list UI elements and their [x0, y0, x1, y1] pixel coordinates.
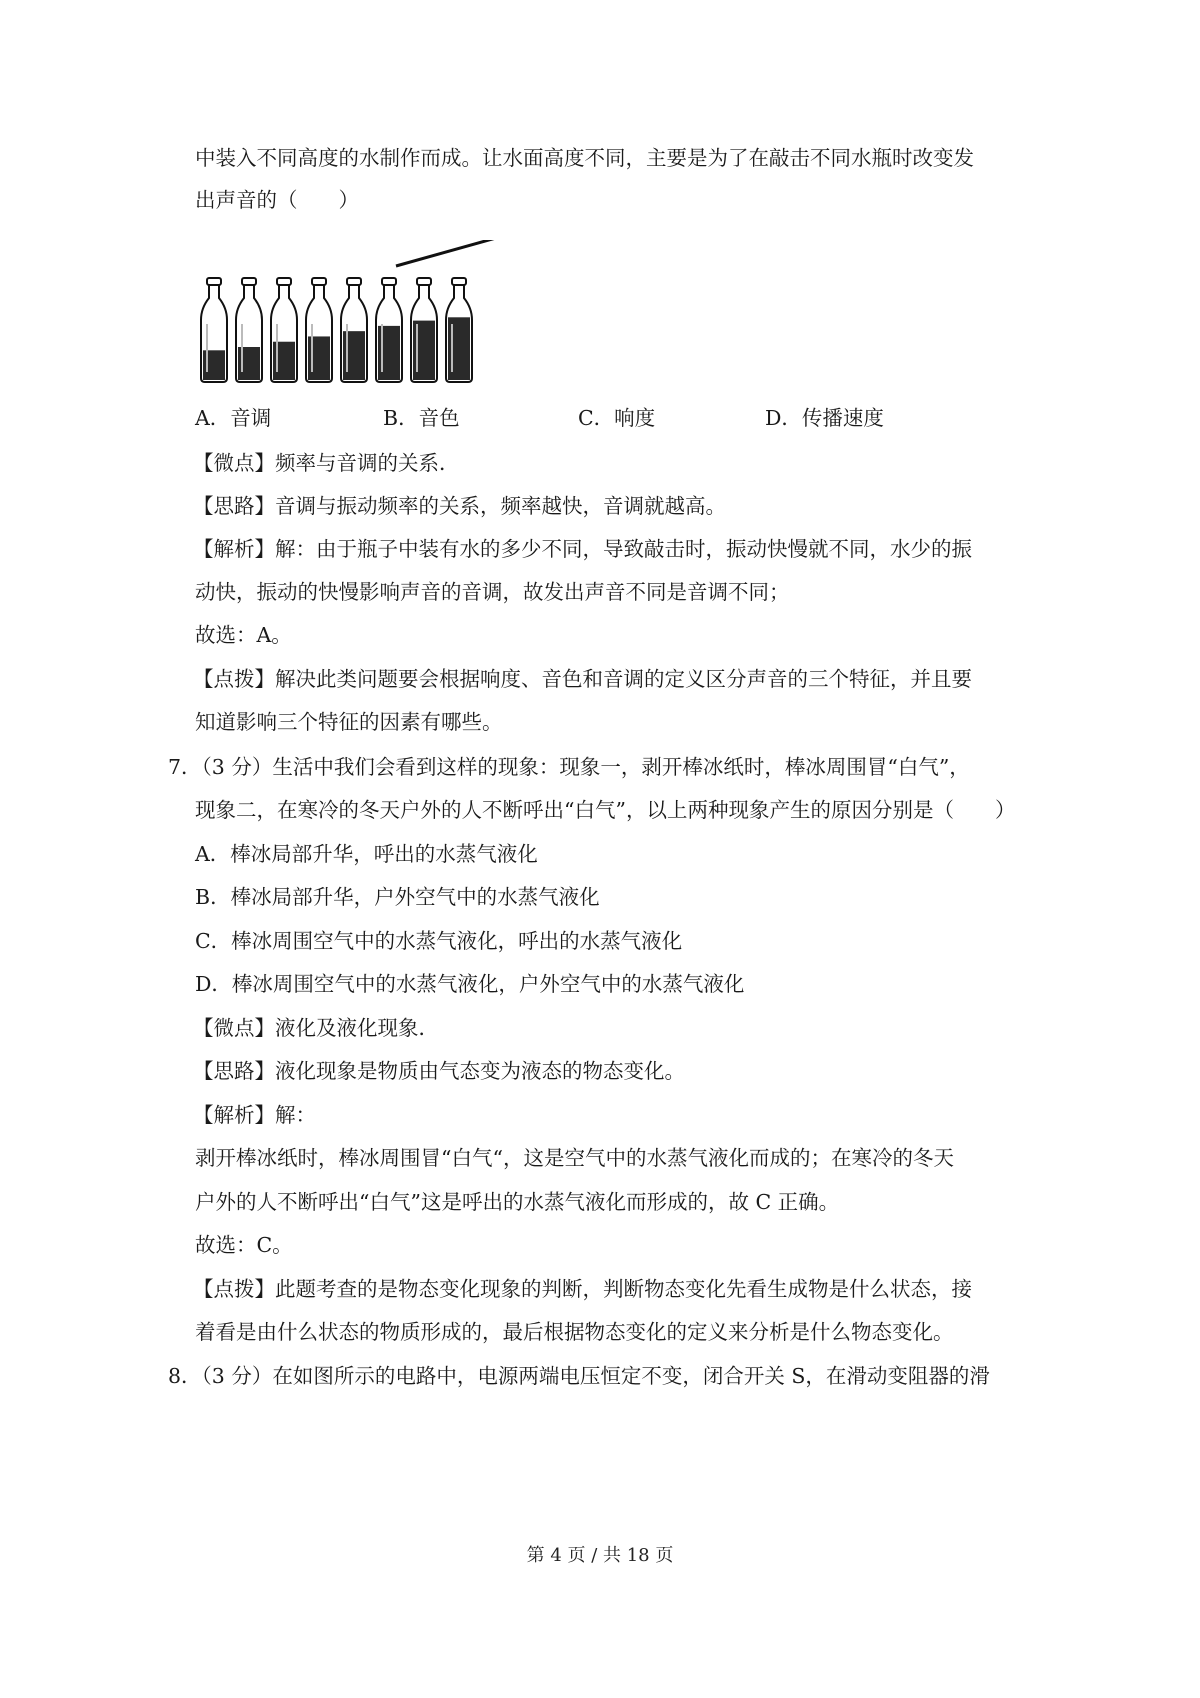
striking-stick	[396, 240, 496, 266]
bottle	[306, 278, 332, 382]
q6-tip-line2: 知道影响三个特征的因素有哪些。	[195, 710, 503, 734]
bottle-cap	[452, 278, 466, 285]
q7-stem-line2: 现象二，在寒冷的冬天户外的人不断呼出“白气”，以上两种现象产生的原因分别是（ ）	[195, 798, 1016, 822]
q6-stem-line2: 出声音的（ ）	[195, 188, 359, 212]
q7-analysis-head: 【解析】解：	[193, 1103, 316, 1127]
q6-option-b: B．音色	[383, 406, 460, 430]
bottle-cap	[382, 278, 396, 285]
q6-answer: 故选：A。	[195, 623, 292, 647]
bottle-cap	[417, 278, 431, 285]
bottle-cap	[277, 278, 291, 285]
q7-option-c: C．棒冰周围空气中的水蒸气液化，呼出的水蒸气液化	[195, 929, 683, 953]
q6-analysis-line2: 动快，振动的快慢影响声音的音调，故发出声音不同是音调不同；	[195, 580, 790, 604]
water-bottles-icon	[200, 240, 510, 390]
q7-option-b: B．棒冰局部升华，户外空气中的水蒸气液化	[195, 885, 600, 909]
bottle-cap	[347, 278, 361, 285]
bottle	[376, 278, 402, 382]
bottle	[411, 278, 437, 382]
bottle-cap	[242, 278, 256, 285]
q7-tip-line2: 着看是由什么状态的物质形成的，最后根据物态变化的定义来分析是什么物态变化。	[195, 1320, 954, 1344]
q7-analysis-line1: 剥开棒冰纸时，棒冰周围冒“白气“，这是空气中的水蒸气液化而成的；在寒冷的冬天	[195, 1146, 954, 1170]
q8-stem-line1: 8．（3 分）在如图所示的电路中，电源两端电压恒定不变，闭合开关 S，在滑动变阻器的滑	[168, 1364, 990, 1388]
q7-stem-line1: 7．（3 分）生活中我们会看到这样的现象：现象一，剥开棒冰纸时，棒冰周围冒“白气”，	[168, 755, 970, 779]
q7-option-d: D．棒冰周围空气中的水蒸气液化，户外空气中的水蒸气液化	[195, 972, 745, 996]
q7-idea: 【思路】液化现象是物质由气态变为液态的物态变化。	[193, 1059, 685, 1083]
bottle	[446, 278, 472, 382]
q6-option-c: C．响度	[578, 406, 656, 430]
bottle	[236, 278, 262, 382]
q6-option-d: D．传播速度	[765, 406, 884, 430]
bottle	[271, 278, 297, 382]
q6-analysis-line1: 【解析】解：由于瓶子中装有水的多少不同，导致敲击时，振动快慢就不同，水少的振	[193, 537, 972, 561]
q6-stem-line1: 中装入不同高度的水制作而成。让水面高度不同，主要是为了在敲击不同水瓶时改变发	[195, 146, 974, 170]
q7-analysis-line2: 户外的人不断呼出“白气”这是呼出的水蒸气液化而形成的，故 C 正确。	[195, 1190, 840, 1214]
q6-tip-line1: 【点拨】解决此类问题要会根据响度、音色和音调的定义区分声音的三个特征，并且要	[193, 667, 972, 691]
bottle-cap	[207, 278, 221, 285]
bottle	[201, 278, 227, 382]
water-bottles-illustration	[200, 240, 510, 394]
bottle	[341, 278, 367, 382]
q7-option-a: A．棒冰局部升华，呼出的水蒸气液化	[195, 842, 538, 866]
page-footer: 第 4 页 / 共 18 页	[526, 1545, 674, 1566]
q6-option-a: A．音调	[195, 406, 272, 430]
q6-point: 【微点】频率与音调的关系．	[193, 451, 460, 475]
q7-tip-line1: 【点拨】此题考查的是物态变化现象的判断，判断物态变化先看生成物是什么状态，接	[193, 1277, 972, 1301]
q7-answer: 故选：C。	[195, 1233, 293, 1257]
q6-idea: 【思路】音调与振动频率的关系，频率越快，音调就越高。	[193, 494, 726, 518]
q7-point: 【微点】液化及液化现象．	[193, 1016, 439, 1040]
bottle-cap	[312, 278, 326, 285]
